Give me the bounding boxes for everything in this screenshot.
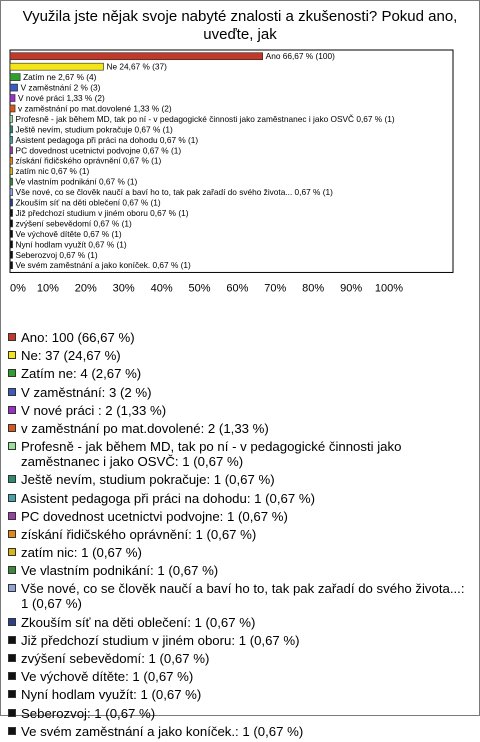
legend-label-5: v zaměstnání po mat.dovolené: 2 (1,33 %)	[21, 420, 269, 436]
bar-label-17: Ve výchově dítěte 0,67 % (1)	[15, 228, 122, 239]
bar-label-18: Nyní hodlam využít 0,67 % (1)	[15, 239, 127, 250]
legend-label-15: Již předchozí studium v jiném oboru: 1 (0,67 %)	[21, 632, 300, 648]
bar-label-2: Zatím ne 2,67 % (4)	[23, 72, 97, 83]
legend-label-16: zvýšení sebevědomí: 1 (0,67 %)	[21, 651, 210, 666]
legend-label-2: Zatím ne: 4 (2,67 %)	[21, 366, 142, 382]
legend-swatch-9	[8, 512, 16, 520]
bar-4	[10, 95, 15, 102]
legend-swatch-20	[8, 727, 16, 735]
legend-item-15	[8, 633, 474, 648]
bar-14	[10, 199, 13, 206]
legend-item-7	[8, 472, 474, 487]
bar-0	[10, 53, 263, 60]
legend-swatch-8	[8, 494, 16, 502]
legend-label-1: Ne: 37 (24,67 %)	[21, 348, 121, 364]
legend-item-0	[8, 330, 474, 345]
legend-swatch-18	[8, 690, 16, 698]
bar-10	[10, 157, 13, 164]
legend-label-14: Zkouším síť na děti oblečení: 1 (0,67 %)	[21, 614, 256, 630]
legend-label-4: V nové práci : 2 (1,33 %)	[21, 402, 167, 418]
bar-20	[10, 262, 13, 269]
legend-swatch-2	[8, 369, 16, 377]
bar-16	[10, 220, 13, 227]
legend-label-0: Ano: 100 (66,67 %)	[21, 330, 135, 345]
bar-3	[10, 84, 18, 91]
legend-swatch-19	[8, 709, 16, 717]
legend-label-19: Seberozvoj: 1 (0,67 %)	[21, 705, 156, 721]
bar-7	[10, 126, 13, 133]
x-tick-label-0: 0%	[10, 282, 26, 295]
legend-label-12: Ve vlastním podnikání: 1 (0,67 %)	[21, 563, 219, 579]
legend-swatch-16	[8, 654, 16, 662]
legend-label-9: PC dovednost ucetnictvi podvojne: 1 (0,67 %)	[21, 508, 288, 524]
legend-item-11	[8, 545, 474, 560]
legend-label-6: Profesně - jak během MD, tak po ní - v pedagogické činnosti jako zaměstnanec i jako OSVČ: 1 (0,67 %)	[21, 439, 402, 470]
bar-chart	[0, 48, 480, 328]
legend-swatch-13	[8, 584, 16, 592]
legend-swatch-0	[8, 333, 16, 341]
x-tick-label-5: 50%	[188, 282, 211, 295]
legend-item-14	[8, 615, 474, 630]
bar-9	[10, 147, 13, 154]
legend-item-3	[8, 385, 474, 400]
bar-5	[10, 105, 15, 112]
legend-label-20: Ve svém zaměstnání a jako koníček.: 1 (0,67 %)	[21, 723, 304, 739]
legend-label-13: Vše nové, co se člověk naučí a baví ho to, tak pak zařadí do svého života...: 1 (0,67 %)	[21, 581, 465, 612]
legend-item-4	[8, 403, 474, 418]
legend-item-1	[8, 348, 474, 363]
legend-swatch-6	[8, 442, 16, 450]
bar-label-4: V nové práci 1,33 % (2)	[18, 93, 105, 104]
x-tick-label-10: 100%	[374, 282, 404, 295]
bar-label-1: Ne 24,67 % (37)	[106, 61, 167, 72]
bar-label-8: Asistent pedagoga při práci na dohodu 0,67 % (1)	[15, 134, 199, 145]
legend-item-6	[8, 439, 474, 469]
bar-17	[10, 230, 13, 237]
legend-item-20	[8, 724, 474, 739]
legend-item-12	[8, 563, 474, 578]
bar-label-14: Zkouším síť na děti oblečení 0,67 % (1)	[15, 197, 161, 208]
legend-item-16	[8, 651, 474, 666]
x-tick-label-4: 40%	[150, 282, 173, 295]
chart-title	[0, 8, 480, 44]
legend-label-10: získání řidičského oprávnění: 1 (0,67 %)	[21, 526, 257, 542]
legend-item-8	[8, 491, 474, 506]
bar-label-15: Již předchozí studium v jiném oboru 0,67 % (1)	[15, 207, 189, 218]
legend-label-7: Ještě nevím, studium pokračuje: 1 (0,67 %)	[21, 472, 275, 488]
legend-item-18	[8, 687, 474, 702]
legend-swatch-11	[8, 548, 16, 556]
bar-label-0: Ano 66,67 % (100)	[265, 51, 335, 62]
legend-label-11: zatím nic: 1 (0,67 %)	[21, 545, 142, 561]
bar-11	[10, 168, 13, 175]
bar-8	[10, 136, 13, 143]
legend-item-10	[8, 527, 474, 542]
legend-label-17: Ve výchově dítěte: 1 (0,67 %)	[21, 669, 194, 685]
legend-item-2	[8, 366, 474, 381]
x-tick-label-8: 80%	[302, 282, 325, 295]
legend-label-8: Asistent pedagoga při práci na dohodu: 1 (0,67 %)	[21, 490, 315, 506]
x-tick-label-3: 30%	[112, 282, 135, 295]
legend-swatch-7	[8, 475, 16, 483]
bar-label-6: Profesně - jak během MD, tak po ní - v pedagogické činnosti jako zaměstnanec i jako OSVČ 0,67 % (1)	[15, 113, 395, 124]
bar-label-10: získání řidičského oprávnění 0,67 % (1)	[15, 155, 162, 166]
legend-label-18: Nyní hodlam využít: 1 (0,67 %)	[21, 687, 202, 703]
chart-title-line-1: Využila jste nějak svoje nabyté znalosti a zkušenosti? Pokud ano,	[22, 8, 458, 25]
bar-2	[10, 74, 20, 81]
bar-label-13: Vše nové, co se člověk naučí a baví ho to, tak pak zařadí do svého života... 0,67 % (1)	[15, 187, 333, 198]
bar-label-3: V zaměstnání 2 % (3)	[20, 82, 101, 93]
x-tick-label-9: 90%	[340, 282, 363, 295]
legend-swatch-3	[8, 388, 16, 396]
bar-label-19: Seberozvoj 0,67 % (1)	[15, 249, 98, 260]
bar-label-9: PC dovednost ucetnictvi podvojne 0,67 % (1)	[15, 145, 182, 156]
bar-1	[10, 63, 104, 70]
legend-item-19	[8, 706, 474, 721]
x-tick-label-1: 10%	[36, 282, 59, 295]
legend-item-9	[8, 509, 474, 524]
legend-swatch-1	[8, 351, 16, 359]
chart-legend	[8, 330, 474, 742]
bar-label-5: v zaměstnání po mat.dovolené 1,33 % (2)	[18, 103, 172, 114]
bar-label-11: zatím nic 0,67 % (1)	[15, 166, 90, 177]
x-tick-label-6: 60%	[226, 282, 249, 295]
bar-label-16: zvýšení sebevědomí 0,67 % (1)	[15, 218, 132, 229]
legend-item-5	[8, 421, 474, 436]
bar-18	[10, 241, 13, 248]
bar-label-7: Ještě nevím, studium pokračuje 0,67 % (1)	[15, 124, 173, 135]
bar-12	[10, 178, 13, 185]
legend-swatch-17	[8, 672, 16, 680]
x-tick-label-7: 70%	[264, 282, 287, 295]
bar-label-20: Ve svém zaměstnání a jako koníček. 0,67 % (1)	[15, 260, 191, 271]
chart-title-line-2: uveďte, jak	[203, 26, 277, 43]
legend-swatch-10	[8, 530, 16, 538]
legend-item-17	[8, 669, 474, 684]
x-tick-label-2: 20%	[74, 282, 97, 295]
bar-13	[10, 189, 13, 196]
legend-swatch-4	[8, 406, 16, 414]
bar-label-12: Ve vlastním podnikání 0,67 % (1)	[15, 176, 138, 187]
bar-15	[10, 209, 13, 216]
bar-6	[10, 115, 13, 122]
legend-label-3: V zaměstnání: 3 (2 %)	[21, 384, 152, 400]
legend-swatch-12	[8, 566, 16, 574]
legend-item-13	[8, 581, 474, 611]
legend-swatch-5	[8, 424, 16, 432]
legend-swatch-15	[8, 636, 16, 644]
legend-swatch-14	[8, 618, 16, 626]
bar-19	[10, 251, 13, 258]
